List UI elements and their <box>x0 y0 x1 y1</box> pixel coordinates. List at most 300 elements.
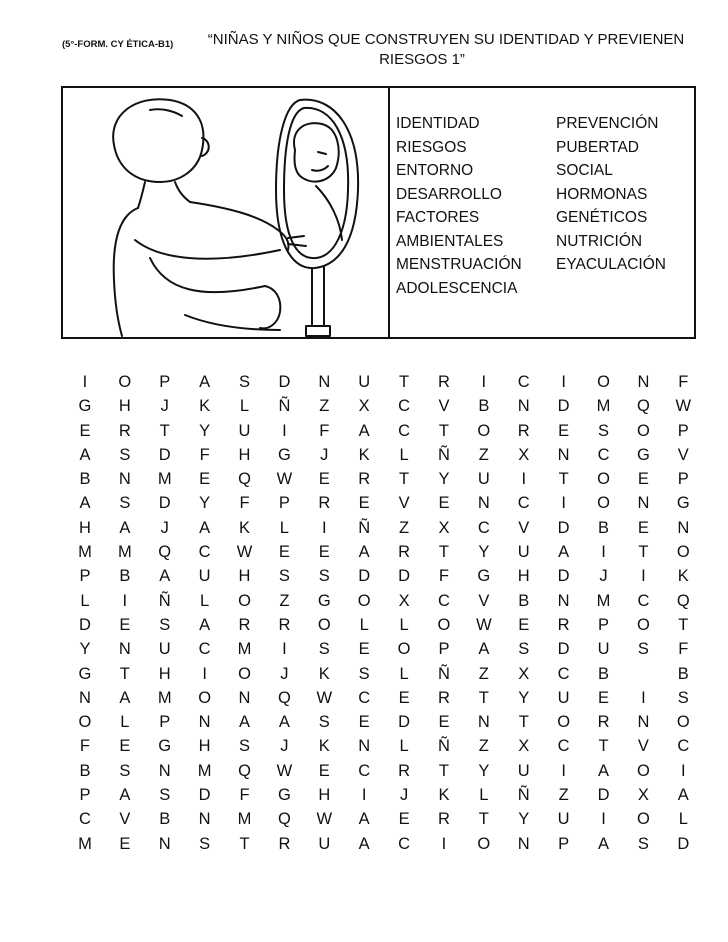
grid-letter[interactable]: D <box>557 567 570 586</box>
grid-letter[interactable]: K <box>199 397 211 416</box>
grid-letter[interactable]: S <box>637 640 649 659</box>
grid-letter[interactable]: G <box>277 445 291 464</box>
grid-letter[interactable]: L <box>678 810 688 829</box>
grid-letter[interactable]: E <box>637 470 649 489</box>
grid-letter[interactable]: N <box>637 373 650 391</box>
grid-letter[interactable]: N <box>358 737 371 756</box>
grid-letter[interactable]: Ñ <box>438 445 450 464</box>
grid-letter[interactable]: E <box>318 543 330 562</box>
grid-letter[interactable]: Y <box>79 640 91 659</box>
grid-letter[interactable]: I <box>122 591 128 610</box>
grid-letter[interactable]: K <box>438 786 450 805</box>
grid-letter[interactable]: V <box>119 810 131 829</box>
grid-letter[interactable]: O <box>636 761 650 780</box>
grid-letter[interactable]: G <box>277 786 291 805</box>
grid-letter[interactable]: A <box>358 421 370 440</box>
grid-letter[interactable]: D <box>78 615 91 634</box>
grid-letter[interactable]: B <box>598 664 610 683</box>
grid-letter[interactable]: S <box>278 567 290 586</box>
grid-letter[interactable]: S <box>239 373 251 391</box>
grid-letter[interactable]: S <box>598 421 610 440</box>
grid-letter[interactable]: Z <box>319 397 330 416</box>
grid-letter[interactable]: U <box>597 640 610 659</box>
grid-letter[interactable]: Ñ <box>358 518 371 537</box>
grid-letter[interactable]: L <box>399 737 409 756</box>
grid-letter[interactable]: G <box>158 737 172 756</box>
grid-letter[interactable]: P <box>677 421 689 440</box>
grid-letter[interactable]: T <box>399 470 410 489</box>
grid-letter[interactable]: O <box>636 421 650 440</box>
grid-letter[interactable]: Z <box>478 445 489 464</box>
grid-letter[interactable]: F <box>678 373 689 391</box>
grid-letter[interactable]: V <box>518 518 530 537</box>
grid-letter[interactable]: C <box>597 445 610 464</box>
grid-letter[interactable]: Q <box>277 688 291 707</box>
grid-letter[interactable]: M <box>78 834 92 853</box>
grid-letter[interactable]: K <box>318 737 330 756</box>
grid-letter[interactable]: R <box>358 470 371 489</box>
grid-letter[interactable]: H <box>78 518 91 537</box>
grid-letter[interactable]: I <box>561 761 566 780</box>
grid-letter[interactable]: G <box>477 567 491 586</box>
grid-letter[interactable]: M <box>117 543 132 562</box>
grid-letter[interactable]: P <box>159 713 171 732</box>
grid-letter[interactable]: Y <box>199 421 211 440</box>
grid-letter[interactable]: U <box>358 373 371 391</box>
grid-letter[interactable]: H <box>517 567 530 586</box>
grid-letter[interactable]: U <box>318 834 331 853</box>
grid-letter[interactable]: P <box>278 494 290 513</box>
grid-letter[interactable]: C <box>398 834 411 853</box>
grid-letter[interactable]: Z <box>478 664 489 683</box>
grid-letter[interactable]: I <box>82 373 88 391</box>
grid-letter[interactable]: N <box>198 713 211 732</box>
grid-letter[interactable]: I <box>202 664 207 683</box>
grid-letter[interactable]: E <box>119 615 131 634</box>
grid-letter[interactable]: A <box>358 810 370 829</box>
grid-letter[interactable]: K <box>358 445 370 464</box>
grid-letter[interactable]: T <box>478 688 489 707</box>
grid-letter[interactable]: O <box>118 373 132 391</box>
grid-letter[interactable]: D <box>358 567 371 586</box>
grid-letter[interactable]: X <box>518 737 530 756</box>
grid-letter[interactable]: I <box>521 470 527 489</box>
grid-letter[interactable]: S <box>119 494 131 513</box>
grid-letter[interactable]: B <box>159 810 171 829</box>
grid-letter[interactable]: W <box>316 688 333 707</box>
grid-letter[interactable]: X <box>518 445 530 464</box>
grid-letter[interactable]: Ñ <box>158 591 171 610</box>
grid-letter[interactable]: O <box>477 834 491 853</box>
grid-letter[interactable]: L <box>359 615 369 634</box>
grid-letter[interactable]: K <box>677 567 689 586</box>
grid-letter[interactable]: W <box>675 397 692 416</box>
grid-letter[interactable]: C <box>358 688 371 707</box>
grid-letter[interactable]: Z <box>478 737 489 756</box>
grid-letter[interactable]: C <box>198 640 211 659</box>
grid-letter[interactable]: A <box>199 518 211 537</box>
grid-letter[interactable]: Ñ <box>517 786 530 805</box>
grid-letter[interactable]: R <box>557 615 570 634</box>
grid-letter[interactable]: U <box>198 567 211 586</box>
grid-letter[interactable]: R <box>278 615 291 634</box>
grid-letter[interactable]: C <box>557 737 570 756</box>
grid-letter[interactable]: I <box>282 421 287 440</box>
grid-letter[interactable]: B <box>119 567 131 586</box>
grid-letter[interactable]: A <box>358 834 370 853</box>
grid-letter[interactable]: Q <box>238 761 251 780</box>
grid-letter[interactable]: I <box>641 688 646 707</box>
grid-letter[interactable]: G <box>676 494 690 513</box>
grid-letter[interactable]: V <box>677 445 689 464</box>
grid-letter[interactable]: A <box>598 761 610 780</box>
grid-letter[interactable]: X <box>438 518 450 537</box>
grid-letter[interactable]: C <box>438 591 450 610</box>
grid-letter[interactable]: C <box>517 373 530 391</box>
grid-letter[interactable]: T <box>239 834 250 853</box>
grid-letter[interactable]: H <box>118 397 131 416</box>
grid-letter[interactable]: C <box>398 397 411 416</box>
grid-letter[interactable]: P <box>598 615 610 634</box>
grid-letter[interactable]: S <box>677 688 689 707</box>
grid-letter[interactable]: E <box>398 810 410 829</box>
grid-letter[interactable]: X <box>358 397 370 416</box>
grid-letter[interactable]: D <box>278 373 291 391</box>
grid-letter[interactable]: L <box>239 397 250 416</box>
grid-letter[interactable]: R <box>398 543 411 562</box>
grid-letter[interactable]: I <box>561 494 566 513</box>
grid-letter[interactable]: I <box>441 834 447 853</box>
grid-letter[interactable]: U <box>477 470 490 489</box>
grid-letter[interactable]: B <box>598 518 610 537</box>
grid-letter[interactable]: E <box>558 421 570 440</box>
grid-letter[interactable]: Y <box>199 494 211 513</box>
grid-letter[interactable]: Y <box>478 543 490 562</box>
grid-letter[interactable]: Y <box>518 688 530 707</box>
grid-letter[interactable]: N <box>477 494 490 513</box>
grid-letter[interactable]: T <box>119 664 130 683</box>
grid-letter[interactable]: O <box>676 713 690 732</box>
grid-letter[interactable]: U <box>517 761 530 780</box>
grid-letter[interactable]: N <box>158 761 171 780</box>
grid-letter[interactable]: A <box>598 834 610 853</box>
grid-letter[interactable]: T <box>518 713 529 732</box>
grid-letter[interactable]: W <box>476 615 492 634</box>
grid-letter[interactable]: A <box>159 567 171 586</box>
grid-letter[interactable]: S <box>159 615 171 634</box>
grid-letter[interactable]: N <box>557 591 570 610</box>
grid-letter[interactable]: J <box>399 786 409 805</box>
grid-letter[interactable]: P <box>558 834 570 853</box>
grid-letter[interactable]: E <box>358 640 370 659</box>
grid-letter[interactable]: R <box>597 713 610 732</box>
grid-letter[interactable]: L <box>200 591 210 610</box>
grid-letter[interactable]: N <box>557 445 570 464</box>
grid-letter[interactable]: Y <box>518 810 530 829</box>
grid-letter[interactable]: G <box>78 397 92 416</box>
grid-letter[interactable]: O <box>317 615 331 634</box>
grid-letter[interactable]: N <box>318 373 331 391</box>
grid-letter[interactable]: Ñ <box>438 664 450 683</box>
grid-letter[interactable]: I <box>361 786 367 805</box>
grid-letter[interactable]: B <box>478 397 490 416</box>
grid-letter[interactable]: Y <box>478 761 490 780</box>
grid-letter[interactable]: H <box>158 664 171 683</box>
grid-letter[interactable]: L <box>399 615 409 634</box>
grid-letter[interactable]: E <box>119 834 131 853</box>
grid-letter[interactable]: A <box>119 688 131 707</box>
grid-letter[interactable]: T <box>438 543 449 562</box>
grid-letter[interactable]: A <box>199 615 211 634</box>
grid-letter[interactable]: D <box>398 713 411 732</box>
grid-letter[interactable]: P <box>438 640 450 659</box>
grid-letter[interactable]: X <box>518 664 530 683</box>
grid-letter[interactable]: E <box>438 713 450 732</box>
grid-letter[interactable]: G <box>78 664 92 683</box>
grid-letter[interactable]: T <box>478 810 489 829</box>
grid-letter[interactable]: F <box>79 737 90 756</box>
grid-letter[interactable]: I <box>641 567 646 586</box>
grid-letter[interactable]: X <box>637 786 649 805</box>
grid-letter[interactable]: M <box>78 543 92 562</box>
grid-letter[interactable]: E <box>438 494 450 513</box>
grid-letter[interactable]: S <box>239 737 251 756</box>
grid-letter[interactable]: A <box>119 786 131 805</box>
grid-letter[interactable]: O <box>597 470 610 489</box>
grid-letter[interactable]: L <box>80 591 90 610</box>
grid-letter[interactable]: H <box>318 786 331 805</box>
grid-letter[interactable]: O <box>597 373 610 391</box>
grid-letter[interactable]: A <box>278 713 290 732</box>
grid-letter[interactable]: O <box>636 615 650 634</box>
grid-letter[interactable]: K <box>318 664 330 683</box>
grid-letter[interactable]: Y <box>438 470 450 489</box>
grid-letter[interactable]: C <box>677 737 690 756</box>
grid-letter[interactable]: P <box>79 567 91 586</box>
grid-letter[interactable]: P <box>79 786 91 805</box>
grid-letter[interactable]: U <box>557 810 570 829</box>
grid-letter[interactable]: V <box>637 737 649 756</box>
grid-letter[interactable]: T <box>558 470 569 489</box>
grid-letter[interactable]: R <box>438 373 450 391</box>
grid-letter[interactable]: E <box>358 494 370 513</box>
grid-letter[interactable]: M <box>237 810 252 829</box>
grid-letter[interactable]: H <box>238 567 251 586</box>
grid-letter[interactable]: N <box>78 688 91 707</box>
grid-letter[interactable]: I <box>601 543 606 562</box>
grid-letter[interactable]: L <box>479 786 489 805</box>
grid-letter[interactable]: C <box>557 664 570 683</box>
grid-letter[interactable]: R <box>238 615 251 634</box>
grid-letter[interactable]: Q <box>238 470 251 489</box>
grid-letter[interactable]: X <box>398 591 410 610</box>
grid-letter[interactable]: M <box>596 397 611 416</box>
grid-letter[interactable]: N <box>198 810 211 829</box>
grid-letter[interactable]: B <box>677 664 689 683</box>
grid-letter[interactable]: D <box>158 494 171 513</box>
grid-letter[interactable]: S <box>159 786 171 805</box>
grid-letter[interactable]: E <box>119 737 131 756</box>
grid-letter[interactable]: I <box>681 761 686 780</box>
grid-letter[interactable]: U <box>557 688 570 707</box>
grid-letter[interactable]: C <box>517 494 530 513</box>
grid-letter[interactable]: A <box>478 640 490 659</box>
grid-letter[interactable]: N <box>477 713 490 732</box>
grid-letter[interactable]: N <box>637 494 650 513</box>
grid-letter[interactable]: D <box>557 640 570 659</box>
grid-letter[interactable]: Q <box>158 543 172 562</box>
grid-letter[interactable]: S <box>318 713 330 732</box>
grid-letter[interactable]: I <box>282 640 287 659</box>
grid-letter[interactable]: J <box>160 397 169 416</box>
grid-letter[interactable]: O <box>397 640 411 659</box>
grid-letter[interactable]: S <box>518 640 530 659</box>
grid-letter[interactable]: N <box>238 688 251 707</box>
grid-letter[interactable]: I <box>561 373 566 391</box>
grid-letter[interactable]: S <box>119 445 131 464</box>
grid-letter[interactable]: A <box>79 445 91 464</box>
grid-letter[interactable]: E <box>318 761 330 780</box>
grid-letter[interactable]: L <box>399 445 409 464</box>
grid-letter[interactable]: A <box>79 494 91 513</box>
grid-letter[interactable]: O <box>636 810 650 829</box>
grid-letter[interactable]: E <box>598 688 610 707</box>
grid-letter[interactable]: V <box>438 397 450 416</box>
grid-letter[interactable]: M <box>237 640 252 659</box>
grid-letter[interactable]: C <box>637 591 650 610</box>
grid-letter[interactable]: B <box>518 591 530 610</box>
grid-letter[interactable]: N <box>677 518 690 537</box>
grid-letter[interactable]: T <box>438 761 449 780</box>
grid-letter[interactable]: J <box>599 567 608 586</box>
grid-letter[interactable]: N <box>517 834 530 853</box>
grid-letter[interactable]: J <box>280 737 289 756</box>
grid-letter[interactable]: F <box>239 786 250 805</box>
grid-letter[interactable]: I <box>481 373 487 391</box>
grid-letter[interactable]: F <box>678 640 689 659</box>
grid-letter[interactable]: U <box>158 640 171 659</box>
grid-letter[interactable]: E <box>278 543 290 562</box>
grid-letter[interactable]: D <box>677 834 690 853</box>
grid-letter[interactable]: T <box>598 737 609 756</box>
grid-letter[interactable]: S <box>119 761 131 780</box>
grid-letter[interactable]: R <box>517 421 530 440</box>
grid-letter[interactable]: B <box>79 470 91 489</box>
grid-letter[interactable]: N <box>158 834 171 853</box>
grid-letter[interactable]: E <box>318 470 330 489</box>
grid-letter[interactable]: N <box>118 470 131 489</box>
grid-letter[interactable]: Ñ <box>278 397 291 416</box>
grid-letter[interactable]: A <box>558 543 570 562</box>
grid-letter[interactable]: P <box>159 373 171 391</box>
grid-letter[interactable]: R <box>438 688 450 707</box>
grid-letter[interactable]: O <box>676 543 690 562</box>
grid-letter[interactable]: J <box>280 664 289 683</box>
grid-letter[interactable]: S <box>358 664 370 683</box>
grid-letter[interactable]: M <box>157 470 172 489</box>
grid-letter[interactable]: I <box>321 518 327 537</box>
grid-letter[interactable]: E <box>199 470 211 489</box>
grid-letter[interactable]: Ñ <box>438 737 450 756</box>
grid-letter[interactable]: K <box>239 518 251 537</box>
grid-letter[interactable]: E <box>79 421 91 440</box>
grid-letter[interactable]: Q <box>636 397 650 416</box>
grid-letter[interactable]: Q <box>277 810 291 829</box>
grid-letter[interactable]: C <box>198 543 211 562</box>
grid-letter[interactable] <box>623 662 663 686</box>
grid-letter[interactable]: Q <box>676 591 690 610</box>
grid-letter[interactable]: L <box>279 518 289 537</box>
grid-letter[interactable]: C <box>358 761 371 780</box>
grid-letter[interactable]: A <box>199 373 211 391</box>
grid-letter[interactable]: D <box>398 567 411 586</box>
grid-letter[interactable]: R <box>318 494 331 513</box>
grid-letter[interactable]: F <box>199 445 210 464</box>
grid-letter[interactable]: O <box>78 713 92 732</box>
grid-letter[interactable]: H <box>238 445 251 464</box>
grid-letter[interactable]: G <box>636 445 650 464</box>
grid-letter[interactable]: F <box>438 567 449 586</box>
grid-letter[interactable]: N <box>118 640 131 659</box>
grid-letter[interactable]: W <box>316 810 333 829</box>
grid-letter[interactable]: M <box>596 591 611 610</box>
grid-letter[interactable]: N <box>517 397 530 416</box>
grid-letter[interactable]: Z <box>558 786 569 805</box>
grid-letter[interactable]: A <box>358 543 370 562</box>
grid-letter[interactable]: M <box>157 688 172 707</box>
grid-letter[interactable]: U <box>517 543 530 562</box>
grid-letter[interactable]: R <box>398 761 411 780</box>
grid-letter[interactable]: D <box>597 786 610 805</box>
grid-letter[interactable]: W <box>236 543 253 562</box>
grid-letter[interactable]: T <box>399 373 410 391</box>
grid-letter[interactable]: O <box>437 615 451 634</box>
grid-letter[interactable]: O <box>357 591 371 610</box>
grid-letter[interactable]: F <box>319 421 330 440</box>
grid-letter[interactable]: B <box>79 761 91 780</box>
grid-letter[interactable]: O <box>597 494 610 513</box>
grid-letter[interactable]: C <box>78 810 91 829</box>
grid-letter[interactable]: J <box>320 445 329 464</box>
grid-letter[interactable]: S <box>318 567 330 586</box>
grid-letter[interactable]: H <box>198 737 211 756</box>
grid-letter[interactable]: A <box>677 786 689 805</box>
grid-letter[interactable]: Z <box>399 518 410 537</box>
grid-letter[interactable]: C <box>398 421 411 440</box>
grid-letter[interactable]: F <box>239 494 250 513</box>
grid-letter[interactable]: T <box>678 615 689 634</box>
grid-letter[interactable]: T <box>159 421 170 440</box>
grid-letter[interactable]: L <box>120 713 130 732</box>
grid-letter[interactable]: N <box>637 713 650 732</box>
grid-letter[interactable]: O <box>238 664 251 683</box>
grid-letter[interactable]: U <box>238 421 251 440</box>
grid-letter[interactable]: S <box>199 834 211 853</box>
grid-letter[interactable]: J <box>160 518 169 537</box>
grid-letter[interactable]: T <box>638 543 649 562</box>
grid-letter[interactable]: O <box>477 421 491 440</box>
grid-letter[interactable]: D <box>198 786 211 805</box>
grid-letter[interactable]: G <box>317 591 331 610</box>
grid-letter[interactable]: V <box>478 591 490 610</box>
grid-letter[interactable]: D <box>557 397 570 416</box>
grid-letter[interactable]: A <box>239 713 251 732</box>
grid-letter[interactable]: W <box>276 470 293 489</box>
grid-letter[interactable]: W <box>276 761 293 780</box>
grid-letter[interactable]: C <box>477 518 490 537</box>
grid-letter[interactable]: O <box>198 688 212 707</box>
grid-letter[interactable]: P <box>677 470 689 489</box>
